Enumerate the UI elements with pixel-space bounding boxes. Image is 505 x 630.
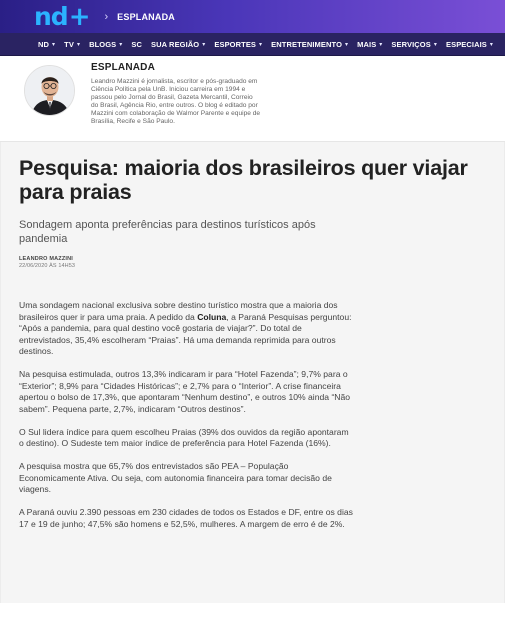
nav-item-especiais[interactable]: [446, 40, 493, 49]
main-nav: [0, 33, 505, 56]
article-paragraph: A pesquisa mostra que 65,7% dos entrevistados são PEA – População Economicamente Ativa. Ou seja, com autonomia financeira para tomar decisão de viagens.: [19, 461, 332, 494]
author-avatar[interactable]: [24, 65, 75, 116]
breadcrumb: [105, 11, 175, 23]
nav-item-sua-regiao[interactable]: [151, 40, 205, 49]
chevron-down-icon: ▾: [259, 41, 263, 48]
logo-plus-icon: +: [68, 1, 91, 32]
logo-text: nd: [34, 1, 68, 31]
chevron-right-icon: ›: [104, 10, 109, 23]
blog-title: ESPLANADA: [91, 62, 156, 73]
article-paragraph: A Paraná ouviu 2.390 pessoas em 230 cidades de todos os Estados e DF, entre os dias 17 e 19 de junho; 47,5% são homens e 52,5%, mulheres. A margem de erro é de 2%.: [19, 507, 353, 529]
article-author[interactable]: LEANDRO MAZZINI: [19, 256, 74, 262]
breadcrumb-blog-link[interactable]: ESPLANADA: [117, 11, 175, 22]
article-date: 22/06/2020 ÀS 14H53: [19, 263, 76, 269]
nav-item-label: TV: [64, 39, 74, 49]
article-paragraph: [19, 300, 355, 358]
chevron-down-icon: ▾: [379, 41, 383, 48]
paragraph-text: , a Paraná Pesquisas perguntou: “Após a pandemia, para qual destino você gostaria de viajar?”. Do total de entrevistados, 35,4% escolheram “Praias”. Há uma demanda reprimida para outros destinos.: [19, 311, 352, 356]
chevron-down-icon: ▾: [202, 41, 206, 48]
author-photo: [25, 66, 75, 116]
chevron-down-icon: ▾: [119, 41, 123, 48]
chevron-down-icon: ▾: [76, 41, 81, 48]
nav-item-nd[interactable]: [38, 40, 55, 49]
nav-item-label: SUA REGIÃO: [151, 39, 200, 49]
chevron-down-icon: ▾: [345, 41, 349, 48]
nav-item-label: SC: [131, 39, 143, 49]
nav-item-sc[interactable]: [131, 40, 142, 49]
nav-item-entretenimento[interactable]: [271, 40, 348, 49]
nav-item-label: MAIS: [357, 39, 377, 49]
article-paragraph: Na pesquisa estimulada, outros 13,3% indicaram ir para “Hotel Fazenda”; 9,7% para o “Exterior”; 8,9% para “Cidades Históricas”; e 2,7% para o “Interior”. A crise financeira apertou o bolso de 17,3%, que apontaram “Nenhum destino”, e outros 10% ainda “Não sabem”. Pequena parte, 2,7%, indicaram “Outros destinos”.: [19, 369, 351, 414]
chevron-down-icon: ▾: [52, 41, 56, 48]
article-paragraph: O Sul lidera índice para quem escolheu Praias (39% dos ouvidos da região apontaram o destino). O Sudeste tem maior índice de preferência para Hotel Fazenda (16%).: [19, 426, 349, 448]
nav-item-label: SERVIÇOS: [391, 39, 431, 49]
article: [0, 142, 505, 603]
paragraph-bold-text: Coluna: [197, 311, 227, 322]
blog-header: [0, 56, 505, 142]
paragraph-text: Uma sondagem nacional exclusiva sobre destino turístico mostra que a maioria dos brasileiros quer ir para uma praia. A pedido da: [19, 300, 338, 322]
chevron-down-icon: ▾: [489, 41, 494, 48]
article-title: Pesquisa: maioria dos brasileiros quer viajar para praias: [19, 156, 468, 204]
chevron-down-icon: ▾: [433, 41, 437, 48]
nav-item-label: ND: [38, 39, 50, 49]
nav-item-mais[interactable]: [357, 40, 382, 49]
nav-item-label: ENTRETENIMENTO: [271, 39, 343, 49]
nav-item-tv[interactable]: [64, 40, 80, 49]
blog-author-bio: Leandro Mazzini é jornalista, escritor e pós-graduado em Ciência Política pela UnB. Iniciou carreira em 1994 e passou pelo Jornal do Brasil, Gazeta Mercantil, Correio do Brasil, Agência Rio, entre outros. O blog é editado por Mazzini com colaboração de Walmor Parente e equipe de Brasília, Recife e São Paulo.: [91, 78, 261, 125]
article-subtitle: Sondagem aponta preferências para destinos turísticos após pandemia: [19, 219, 316, 245]
nav-item-label: ESPORTES: [214, 39, 257, 49]
site-logo[interactable]: [34, 1, 91, 32]
nav-item-label: ESPECIAIS: [445, 39, 487, 49]
nav-item-esportes[interactable]: [214, 40, 262, 49]
nav-item-servicos[interactable]: [391, 40, 437, 49]
nav-item-label: BLOGS: [89, 39, 117, 49]
nav-item-blogs[interactable]: [89, 40, 122, 49]
site-header: [0, 0, 505, 33]
article-body: [19, 300, 355, 542]
